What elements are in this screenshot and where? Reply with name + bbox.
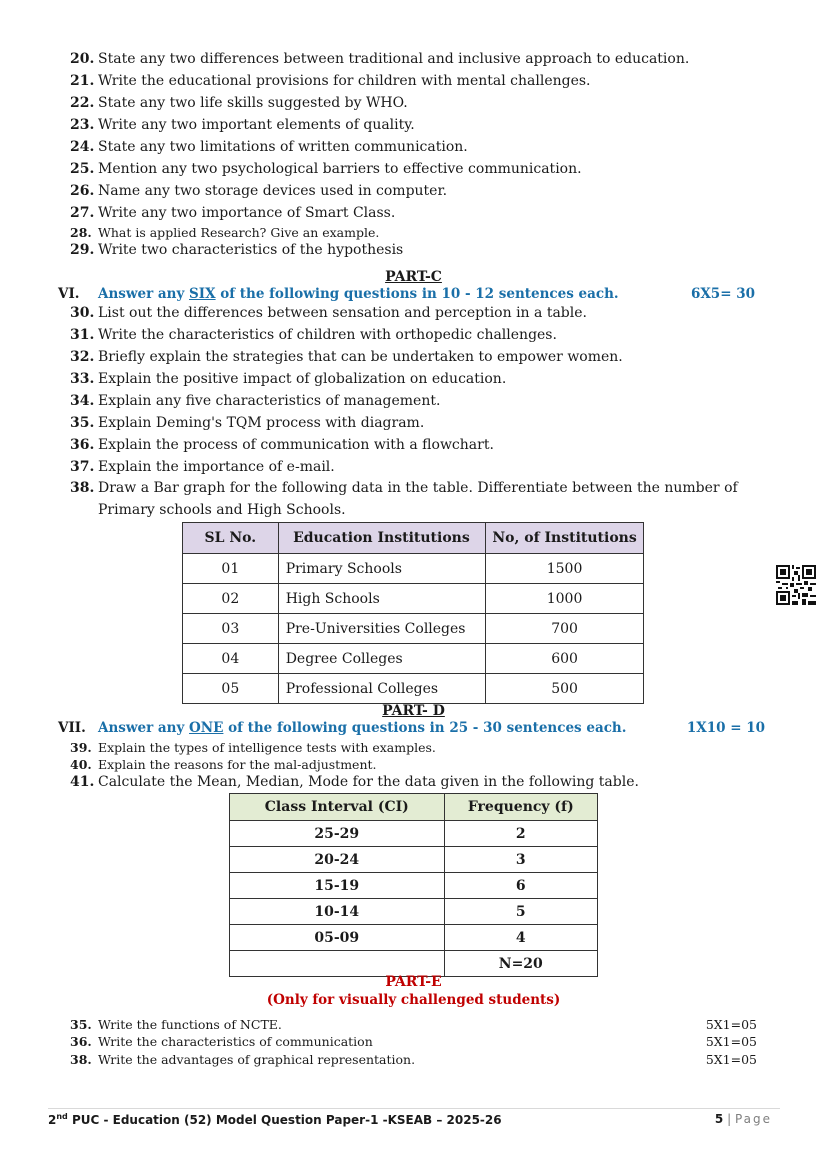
table-cell: 3 [444,847,597,873]
question-text: State any two limitations of written communication. [98,139,468,155]
part-d-instruction [58,720,767,738]
question-number: 41. [70,774,95,790]
question-28 [70,224,767,242]
question-number: 38. [70,480,95,496]
table-row [230,925,598,951]
page-label: Page [734,1112,772,1126]
table-header-row [183,523,644,554]
question-number: 27. [70,205,95,221]
table-cell: 700 [486,614,644,644]
part-c-instruction [58,286,767,304]
question-text: Explain Deming's TQM process with diagram. [98,415,425,431]
question-41 [70,773,767,791]
question-34 [70,392,767,410]
question-text: Write any two important elements of quality. [98,117,415,133]
table-row [230,899,598,925]
question-number: 22. [70,95,95,111]
table-cell: N=20 [444,951,597,977]
question-number: 21. [70,73,95,89]
section-numeral: VI. [58,286,80,302]
section-numeral: VII. [58,720,86,736]
table-cell: 25-29 [230,821,445,847]
table-cell: 10-14 [230,899,445,925]
question-text: State any two life skills suggested by WHO. [98,95,408,111]
question-text: Write the characteristics of communication [98,1034,373,1049]
question-number: 26. [70,183,95,199]
part-e-question [70,1051,757,1068]
question-35 [70,414,767,432]
table-cell: 1000 [486,584,644,614]
question-text: Write two characteristics of the hypothesis [98,242,404,258]
question-20 [70,50,767,68]
question-text: Briefly explain the strategies that can be undertaken to empower women. [98,349,623,365]
question-text: Explain the positive impact of globalization on education. [98,371,507,387]
question-22 [70,94,767,112]
page-number-value: 5 [714,1112,724,1126]
question-text: What is applied Research? Give an example. [98,225,380,240]
table-cell: 15-19 [230,873,445,899]
table-cell: Degree Colleges [278,644,485,674]
table-cell: 1500 [486,554,644,584]
table-cell: 01 [183,554,279,584]
part-e-question [70,1016,757,1033]
table-cell: 02 [183,584,279,614]
footer-title [48,1112,502,1127]
question-text: List out the differences between sensation and perception in a table. [98,305,587,321]
question-number: 36. [70,1034,92,1049]
footer-title-sup: nd [56,1112,68,1121]
question-text: Draw a Bar graph for the following data in the table. Differentiate between the number of Primary schools and High Schools. [98,480,738,518]
table-row [230,847,598,873]
question-number: 25. [70,161,95,177]
footer-title-post: PUC - Education (52) Model Question Paper-1 -KSEAB – 2025-26 [67,1113,502,1127]
question-40 [70,756,767,774]
part-e-title: PART-E [385,974,442,990]
table-cell: Professional Colleges [278,674,485,704]
table-row [183,584,644,614]
question-29 [70,241,767,259]
question-number: 29. [70,242,95,258]
column-header: Education Institutions [278,523,485,554]
question-text: Explain any five characteristics of management. [98,393,441,409]
question-marks: 5X1=05 [705,1034,757,1049]
table-cell: 03 [183,614,279,644]
page-separator: | [723,1112,735,1126]
qr-code-icon [776,565,816,605]
question-number: 33. [70,371,95,387]
question-text: Explain the types of intelligence tests with examples. [98,740,436,755]
question-text: Explain the importance of e-mail. [98,459,335,475]
question-36 [70,436,767,454]
question-text: Write the characteristics of children with orthopedic challenges. [98,327,557,343]
question-text: Write the educational provisions for children with mental challenges. [98,73,591,89]
table-row [230,951,598,977]
question-text: Write any two importance of Smart Class. [98,205,396,221]
table-cell: 04 [183,644,279,674]
instruction-key: SIX [189,286,216,302]
question-marks: 5X1=05 [705,1017,757,1032]
table-row [183,554,644,584]
question-number: 38. [70,1052,92,1067]
table-header-row [230,794,598,821]
table-row [230,873,598,899]
question-number: 23. [70,117,95,133]
table-cell: 20-24 [230,847,445,873]
column-header: SL No. [183,523,279,554]
instruction-text [98,720,626,736]
table-cell: 600 [486,644,644,674]
table-row [183,674,644,704]
table-row [183,614,644,644]
question-number: 36. [70,437,95,453]
question-33 [70,370,767,388]
question-number: 40. [70,757,92,772]
footer-title-pre: 2 [48,1113,57,1127]
column-header: Frequency (f) [444,794,597,821]
part-d-title: PART- D [382,703,445,719]
question-text: Write the functions of NCTE. [98,1017,282,1032]
question-number: 32. [70,349,95,365]
section-marks: 1X10 = 10 [686,720,765,736]
question-number: 30. [70,305,95,321]
question-25 [70,160,767,178]
question-marks: 5X1=05 [705,1052,757,1067]
part-c-title: PART-C [385,269,442,285]
question-number: 34. [70,393,95,409]
question-text: State any two differences between traditional and inclusive approach to education. [98,51,690,67]
table-row [230,821,598,847]
table-cell: 500 [486,674,644,704]
question-text: Explain the process of communication with a flowchart. [98,437,494,453]
table-cell: 05 [183,674,279,704]
question-24 [70,138,767,156]
instruction-pre: Answer any [98,720,190,736]
question-number: 37. [70,459,95,475]
footer-divider [48,1108,780,1109]
table-cell: 2 [444,821,597,847]
question-number: 39. [70,740,92,755]
table-cell: Primary Schools [278,554,485,584]
question-31 [70,326,767,344]
question-30 [70,304,767,322]
instruction-post: of the following questions in 10 - 12 sentences each. [215,286,619,302]
column-header: Class Interval (CI) [230,794,445,821]
section-marks: 6X5= 30 [690,286,755,302]
question-text: Write the advantages of graphical representation. [98,1052,416,1067]
table-cell: Pre-Universities Colleges [278,614,485,644]
question-32 [70,348,767,366]
question-23 [70,116,767,134]
table-cell: 05-09 [230,925,445,951]
question-39 [70,739,767,757]
question-number: 24. [70,139,95,155]
question-38 [70,477,767,521]
question-26 [70,182,767,200]
frequency-table [229,793,598,977]
question-text: Calculate the Mean, Median, Mode for the data given in the following table. [98,774,639,790]
part-e-subtitle: (Only for visually challenged students) [266,992,561,1008]
table-cell: 6 [444,873,597,899]
question-text: Explain the reasons for the mal-adjustment. [98,757,377,772]
instruction-key: ONE [189,720,224,736]
question-number: 28. [70,225,92,240]
column-header: No, of Institutions [486,523,644,554]
question-number: 35. [70,1017,92,1032]
instruction-text [98,286,619,302]
question-text: Mention any two psychological barriers to effective communication. [98,161,582,177]
table-cell: 4 [444,925,597,951]
instruction-pre: Answer any [98,286,190,302]
question-27 [70,204,767,222]
table-cell: 5 [444,899,597,925]
institutions-table [182,522,644,704]
table-cell [230,951,445,977]
instruction-post: of the following questions in 25 - 30 sentences each. [223,720,627,736]
question-number: 20. [70,51,95,67]
page-number [715,1112,772,1126]
question-text: Name any two storage devices used in computer. [98,183,448,199]
question-21 [70,72,767,90]
table-cell: High Schools [278,584,485,614]
table-row [183,644,644,674]
question-number: 31. [70,327,95,343]
part-e-question [70,1033,757,1050]
question-37 [70,458,767,476]
question-number: 35. [70,415,95,431]
